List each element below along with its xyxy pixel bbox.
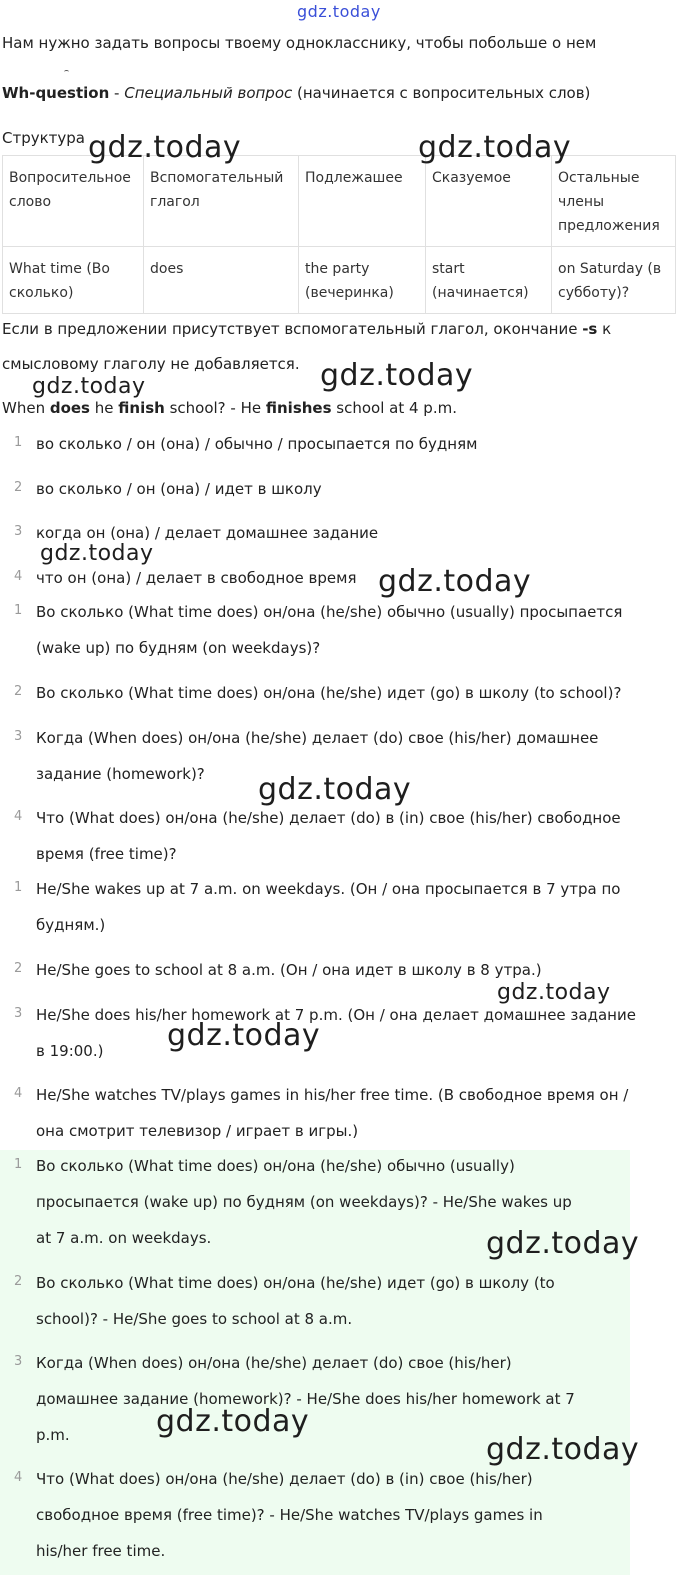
watermark: gdz.today [40,541,154,566]
list-number: 2 [14,480,23,495]
list-text: свободное время (free time)? - He/She watches TV/plays games in [36,1506,543,1524]
stray-mark [64,70,69,74]
watermark: gdz.today [497,980,611,1005]
list-number: 3 [14,524,23,539]
rule-line-1 [2,320,611,338]
list-text: Когда (When does) он/она (he/she) делает (do) свое (his/her) [36,1354,512,1372]
table-header-cell: Сказуемое [426,156,552,247]
list-text: время (free time)? [36,845,177,863]
list-text: во сколько / он (она) / обычно / просыпается по будням [36,435,478,453]
watermark: gdz.today [258,772,412,807]
list-text: He/She wakes up at 7 a.m. on weekdays. (Он / она просыпается в 7 утра по [36,880,621,898]
list-number: 3 [14,1354,23,1369]
list-number: 3 [14,729,23,744]
list-number: 2 [14,684,23,699]
wh-italic: Специальный вопрос [124,84,293,102]
wh-dash: - [109,84,125,102]
example-text: school at 4 p.m. [331,399,457,417]
watermark: gdz.today [32,374,146,399]
example-bold: does [49,399,90,417]
list-text: просыпается (wake up) по будням (on weekdays)? - He/She wakes up [36,1193,572,1211]
rule-bold: -s [582,320,598,338]
list-text: что он (она) / делает в свободное время [36,569,357,587]
list-number: 2 [14,1274,23,1289]
structure-table [2,155,676,314]
watermark: gdz.today [418,130,572,165]
example-text: school? - He [164,399,266,417]
watermark: gdz.today [378,564,532,599]
watermark: gdz.today [167,1018,321,1053]
list-number: 1 [14,1157,23,1172]
list-text: Во сколько (What time does) он/она (he/she) обычно (usually) просыпается [36,603,623,621]
list-number: 3 [14,1006,23,1021]
rule-text: Если в предложении присутствует вспомогательный глагол, окончание [2,320,583,338]
example-bold: finishes [265,399,332,417]
list-text: задание (homework)? [36,765,205,783]
list-number: 1 [14,603,23,618]
list-text: Когда (When does) он/она (he/she) делает (do) свое (his/her) домашнее [36,729,599,747]
list-number: 1 [14,435,23,450]
watermark: gdz.today [156,1404,310,1439]
table-header-cell: Вспомогательный глагол [144,156,299,247]
list-text: his/her free time. [36,1542,166,1560]
table-header-cell: Остальные члены предложения [552,156,676,247]
wh-term: Wh-question [2,84,110,102]
watermark: gdz.today [88,130,242,165]
list-text: когда он (она) / делает домашнее задание [36,524,379,542]
table-cell: on Saturday (в субботу)? [552,247,676,314]
list-number: 4 [14,1470,23,1485]
list-text: Во сколько (What time does) он/она (he/she) идет (go) в школу (to [36,1274,555,1292]
list-text: at 7 a.m. on weekdays. [36,1229,212,1247]
watermark: gdz.today [486,1432,640,1467]
watermark: gdz.today [486,1226,640,1261]
rule-text-end: к [597,320,612,338]
list-number: 4 [14,809,23,824]
example-sentence [2,399,457,417]
list-text: p.m. [36,1426,70,1444]
watermark-top: gdz.today [297,2,381,21]
list-text: He/She does his/her homework at 7 p.m. (Он / она делает домашнее задание [36,1006,636,1024]
list-text: school)? - He/She goes to school at 8 a.m. [36,1310,353,1328]
list-text: во сколько / он (она) / идет в школу [36,480,322,498]
rule-line-2: смысловому глаголу не добавляется. [2,355,300,373]
list-text: будням.) [36,916,106,934]
list-text: Что (What does) он/она (he/she) делает (do) в (in) свое (his/her) [36,1470,533,1488]
list-text: в 19:00.) [36,1042,104,1060]
list-number: 4 [14,1086,23,1101]
wh-rest: (начинается с вопросительных слов) [292,84,591,102]
list-text: Во сколько (What time does) он/она (he/she) идет (go) в школу (to school)? [36,684,622,702]
table-header-cell: Вопросительное слово [3,156,144,247]
list-number: 1 [14,880,23,895]
list-text: домашнее задание (homework)? - He/She does his/her homework at 7 [36,1390,575,1408]
example-text: When [2,399,50,417]
watermark: gdz.today [320,358,474,393]
list-text: He/She goes to school at 8 a.m. (Он / она идет в школу в 8 утра.) [36,961,542,979]
list-text: Во сколько (What time does) он/она (he/she) обычно (usually) [36,1157,515,1175]
list-text: He/She watches TV/plays games in his/her free time. (В свободное время он / [36,1086,629,1104]
wh-question-line [2,84,590,102]
list-text: (wake up) по будням (on weekdays)? [36,639,321,657]
list-number: 2 [14,961,23,976]
table-cell: start (начинается) [426,247,552,314]
list-text: она смотрит телевизор / играет в игры.) [36,1122,359,1140]
table-cell: What time (Во сколько) [3,247,144,314]
table-header-row [3,156,676,247]
table-row [3,247,676,314]
table-cell: the party (вечеринка) [299,247,426,314]
list-number: 4 [14,569,23,584]
table-cell: does [144,247,299,314]
structure-label: Структура [2,129,85,147]
example-bold: finish [118,399,165,417]
list-text: Что (What does) он/она (he/she) делает (do) в (in) свое (his/her) свободное [36,809,621,827]
intro-text: Нам нужно задать вопросы твоему однокласснику, чтобы побольше о нем [2,34,597,52]
table-header-cell: Подлежашее [299,156,426,247]
example-text: he [90,399,119,417]
